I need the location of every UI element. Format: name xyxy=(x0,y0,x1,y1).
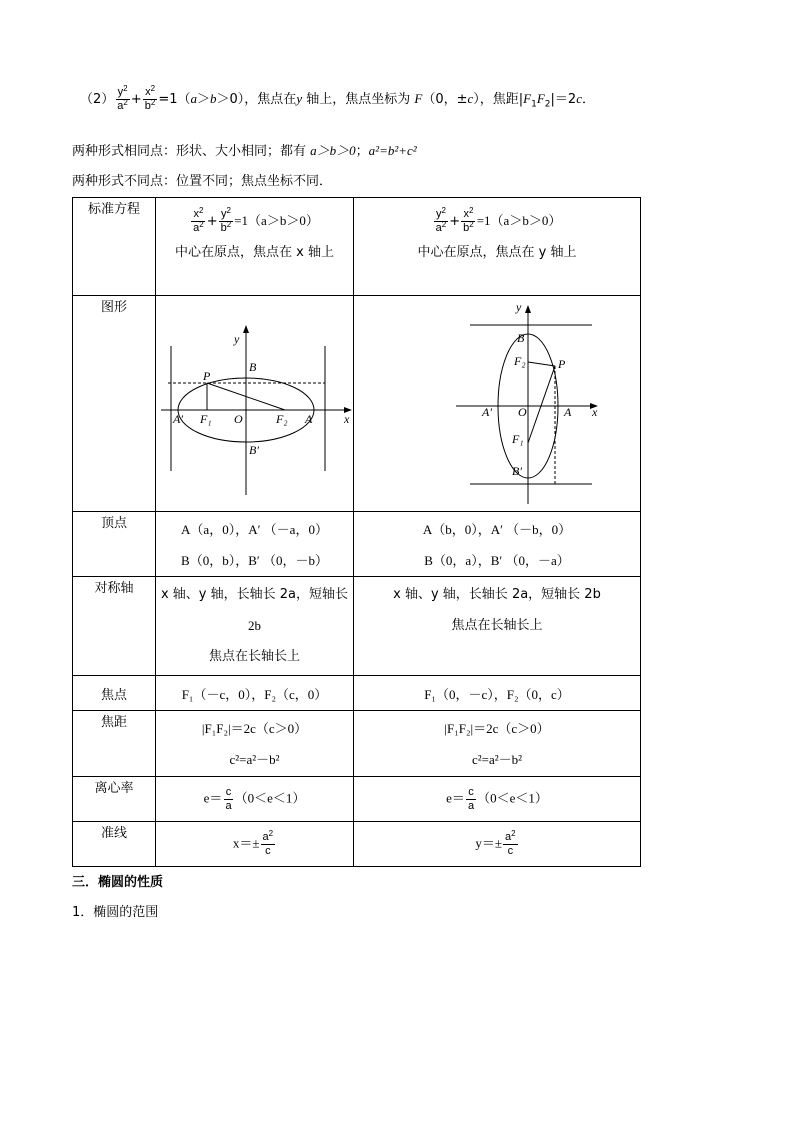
svg-text:A′: A′ xyxy=(482,405,492,419)
section-3-title: 三．椭圆的性质 xyxy=(72,875,164,890)
table-row-vertices: 顶点 A（a，0），A′ （－a，0） B（0，b），B′ （0，－b） A（b，0），A′ （－b，0） B（0，a），B′ （0，－a） xyxy=(73,512,641,577)
svg-text:A′: A′ xyxy=(173,412,183,426)
table-row-directrix: 准线 x＝± $\frac{a^2}{c}$ y＝± $\frac{a^2}{c}$ xyxy=(73,822,641,867)
fraction-y2-a2: $\frac{y^2}{a^2}$ xyxy=(117,84,128,112)
std-eq-vertical: $\frac{y^2}{a^2}$ + $\frac{x^2}{b^2}$ =1（a＞b＞0） 中心在原点，焦点在 y 轴上 xyxy=(354,198,641,296)
svg-text:F₂: F₂ xyxy=(514,354,526,368)
table-row-focal-distance: 焦距 |F₁F₂|＝2c（c＞0） c²=a²－b² |F₁F₂|＝2c（c＞0） c²=a²－b² xyxy=(73,711,641,777)
svg-text:P: P xyxy=(558,357,566,371)
svg-text:A: A xyxy=(305,412,313,426)
svg-text:x: x xyxy=(344,412,350,426)
svg-text:O: O xyxy=(518,405,527,419)
vertical-ellipse-diagram xyxy=(354,296,640,507)
ellipse-comparison-table xyxy=(72,197,641,867)
svg-text:B′: B′ xyxy=(249,443,259,457)
table-row-eccentricity: 离心率 e＝ $\frac{c}{a}$ （0＜e＜1） e＝ $\frac{c}{a}$ （0＜e＜1） xyxy=(73,777,641,822)
svg-text:y: y xyxy=(516,300,522,314)
svg-text:B: B xyxy=(517,331,525,345)
intro-item-2: （2） $\frac{y^2}{a^2}$ + $\frac{x^2}{b^2}$ =1（a＞b＞0），焦点在y 轴上，焦点坐标为 F（0，±c），焦距$|F_1F_2|=2c$． xyxy=(80,84,595,112)
figure-horizontal-ellipse xyxy=(156,296,354,512)
std-eq-horizontal: $\frac{x^2}{a^2}$ + $\frac{y^2}{b^2}$ =1（a＞b＞0） 中心在原点，焦点在 x 轴上 xyxy=(156,198,354,296)
svg-text:x: x xyxy=(592,405,598,419)
table-row-figure: 图形 y x P B A′ F₁ O F₂ A B′ y x P B A′ F₂ O F₁ A B′ xyxy=(73,296,641,512)
svg-text:B′: B′ xyxy=(512,464,522,478)
table-row-standard-equation xyxy=(73,198,641,296)
fraction-x2-b2: $\frac{x^2}{b^2}$ xyxy=(144,84,156,112)
row-label: 标准方程 xyxy=(73,198,156,296)
figure-vertical-ellipse xyxy=(354,296,641,512)
same-points-line: 两种形式相同点：形状、大小相同；都有 a＞b＞0；a²=b²+c² xyxy=(72,143,417,159)
diff-points-line: 两种形式不同点：位置不同；焦点坐标不同． xyxy=(72,174,333,189)
svg-text:F₁: F₁ xyxy=(512,432,524,446)
svg-text:B: B xyxy=(249,360,257,374)
svg-text:F₁: F₁ xyxy=(200,412,212,426)
section-3-item-1: 1．椭圆的范围 xyxy=(72,905,159,920)
svg-text:y: y xyxy=(234,332,240,346)
svg-text:A: A xyxy=(564,405,572,419)
svg-text:O: O xyxy=(234,412,243,426)
svg-text:P: P xyxy=(203,369,211,383)
svg-text:F₂: F₂ xyxy=(276,412,288,426)
table-row-symmetry: 对称轴 x 轴、y 轴，长轴长 2a，短轴长 2b 焦点在长轴长上 x 轴、y 轴，长轴长 2a，短轴长 2b 焦点在长轴长上 xyxy=(73,577,641,676)
table-row-foci: 焦点 F₁（－c，0），F₂（c，0） F₁（0，－c），F₂（0，c） xyxy=(73,676,641,711)
horizontal-ellipse-diagram xyxy=(156,296,353,507)
